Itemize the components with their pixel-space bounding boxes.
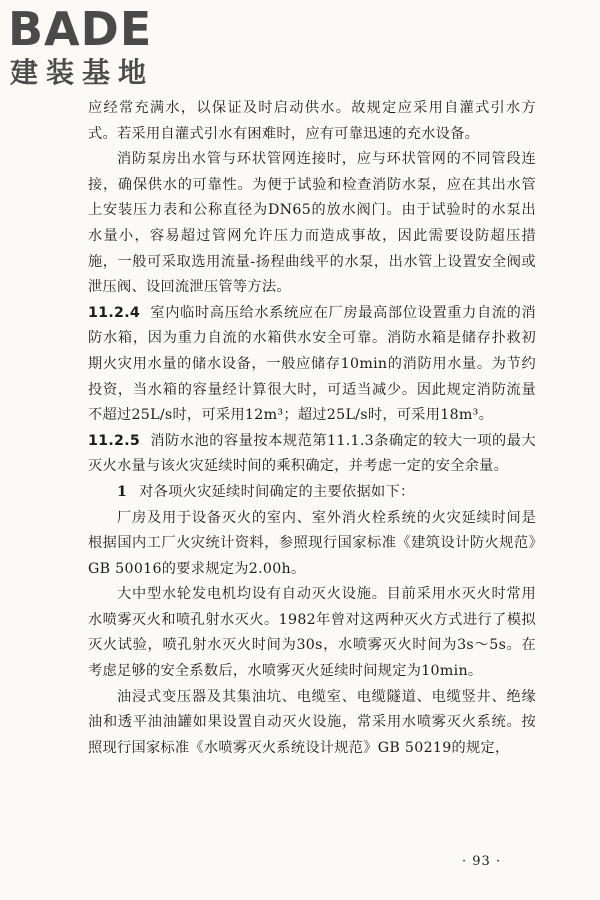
clause-11-2-5: [88, 429, 536, 480]
clause-number: 11.2.5: [88, 432, 141, 449]
logo-wordmark: BADE: [8, 2, 153, 56]
clause-11-2-4: [88, 301, 536, 429]
clause-text: 消防水池的容量按本规范第11.1.3条确定的较大一项的最大灭火水量与该火灾延续时间的乘积确定，并考虑一定的安全余量。: [88, 432, 536, 475]
paragraph-text: 应经常充满水，以保证及时启动供水。故规定应采用自灌式引水方式。若采用自灌式引水有困难时，应有可靠迅速的充水设备。: [88, 100, 536, 142]
paragraph: [88, 147, 536, 301]
item-number: 1: [117, 483, 128, 500]
paragraph-text: 油浸式变压器及其集油坑、电缆室、电缆隧道、电缆竖井、绝缘油和透平油油罐如果设置自动灭火设施，常采用水喷雾灭火系统。按照现行国家标准《水喷雾灭火系统设计规范》GB 50219的规定，: [88, 688, 536, 756]
document-body: [88, 96, 536, 761]
paragraph-text: 大中型水轮发电机均设有自动灭火设施。目前采用水灭火时常用水喷雾灭火和喷孔射水灭火。1982年曾对这两种灭火方式进行了模拟灭火试验，喷孔射水灭火时间为30s，水喷雾灭火时间为3s～5s。在考虑足够的安全系数后，水喷雾灭火延续时间规定为10min。: [88, 586, 536, 680]
paragraph-text: 厂房及用于设备灭火的室内、室外消火栓系统的火灾延续时间是根据国内工厂火灾统计资料，参照现行国家标准《建筑设计防火规范》GB 50016的要求规定为2.00h。: [88, 509, 536, 577]
page-number: · 93 ·: [462, 854, 502, 869]
item-text: 对各项火灾延续时间确定的主要依据如下：: [139, 483, 415, 500]
paragraph: [88, 582, 536, 684]
bade-logo: [6, 4, 176, 94]
clause-number: 11.2.4: [88, 304, 141, 321]
logo-tagline: 建装基地: [10, 56, 155, 89]
paragraph-continuation: [88, 96, 536, 147]
paragraph: [88, 506, 536, 583]
list-item: [88, 480, 536, 506]
paragraph-text: 消防泵房出水管与环状管网连接时，应与环状管网的不同管段连接，确保供水的可靠性。为便于试验和检查消防水泵，应在其出水管上安装压力表和公称直径为DN65的放水阀门。由于试验时的水泵出水量小，容易超过管网允许压力而造成事故，因此需要设防超压措施，一般可采取选用流量-扬程曲线平的水泵，出水管上设置安全阀或泄压阀、设回流泄压管等方法。: [88, 151, 536, 296]
paragraph: [88, 685, 536, 762]
clause-text: 室内临时高压给水系统应在厂房最高部位设置重力自流的消防水箱，因为重力自流的水箱供水安全可靠。消防水箱是储存扑救初期火灾用水量的储水设备，一般应储存10min的消防用水量。为节约投资，当水箱的容量经计算很大时，可适当减少。因此规定消防流量不超过25L/s时，可采用12m³；超过25L/s时，可采用18m³。: [88, 304, 536, 424]
